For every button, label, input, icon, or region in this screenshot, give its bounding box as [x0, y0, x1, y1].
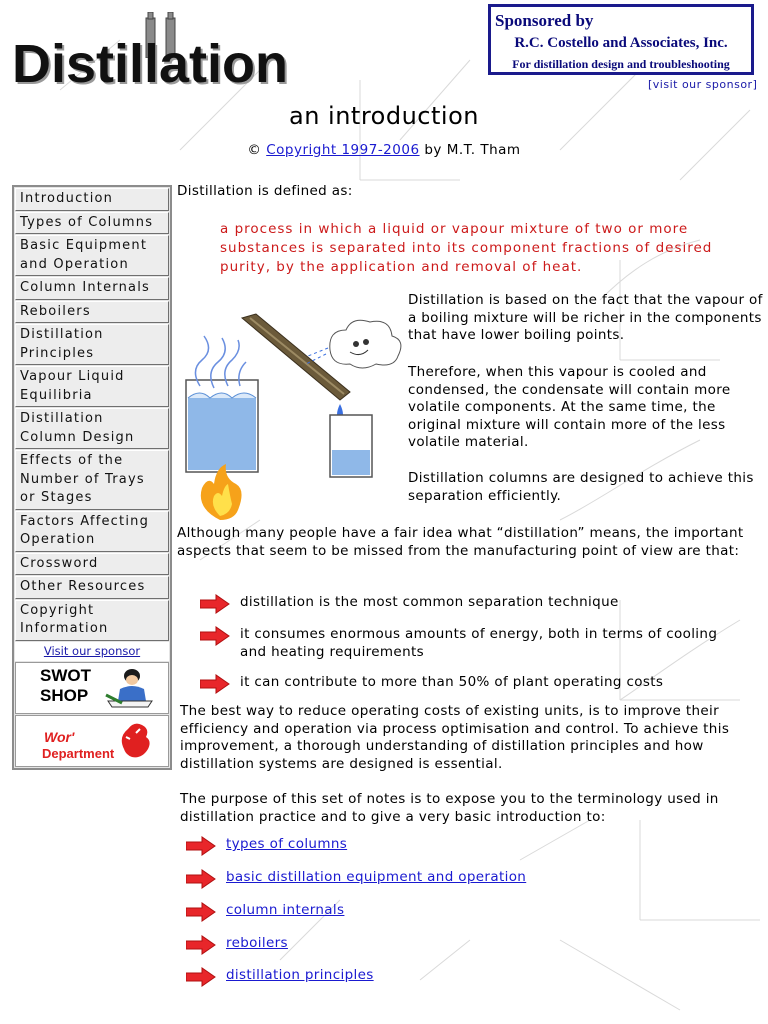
paragraph-columns: Distillation columns are designed to achieve this separation efficiently.: [408, 470, 754, 504]
site-logo[interactable]: [12, 12, 322, 94]
sidebar-nav: [12, 185, 172, 770]
copyright-line: [0, 142, 768, 158]
sidebar-item-types-of-columns[interactable]: Types of Columns: [15, 212, 169, 235]
paragraph-vapour: Distillation is based on the fact that the vapour of a boiling mixture will be richer in the components that have lower boiling points.: [408, 292, 763, 343]
bullet-text: it can contribute to more than 50% of plant operating costs: [240, 674, 664, 690]
sponsor-banner[interactable]: [488, 4, 754, 75]
sidebar-item-column-internals[interactable]: Column Internals: [15, 277, 169, 300]
sidebar-item-column-design[interactable]: Distillation Column Design: [15, 408, 169, 449]
word-department-line1: Wor': [44, 728, 75, 745]
sidebar-item-trays-or-stages[interactable]: Effects of the Number of Trays or Stages: [15, 450, 169, 510]
distillation-apparatus-illustration: [180, 300, 405, 525]
definition-lead: Distillation is defined as:: [177, 183, 353, 199]
logo-text: Distillation: [12, 34, 289, 94]
sponsor-company: R.C. Costello and Associates, Inc.: [514, 35, 728, 51]
red-arrow-icon: [200, 674, 230, 694]
page-subtitle: an introduction: [289, 102, 479, 130]
link-types-of-columns[interactable]: types of columns: [226, 836, 348, 852]
red-arrow-icon: [186, 935, 216, 955]
copyright-symbol: ©: [247, 142, 262, 158]
link-basic-equipment[interactable]: basic distillation equipment and operation: [226, 869, 527, 885]
red-arrow-icon: [186, 967, 216, 987]
sponsor-heading: Sponsored by: [495, 11, 594, 30]
red-arrow-icon: [186, 902, 216, 922]
visit-sponsor-link[interactable]: [visit our sponsor]: [648, 78, 758, 91]
red-arrow-icon: [186, 836, 216, 856]
bullet-text: distillation is the most common separation technique: [240, 594, 619, 610]
sidebar-item-factors-affecting-operation[interactable]: Factors Affecting Operation: [15, 511, 169, 552]
link-reboilers[interactable]: reboilers: [226, 935, 288, 951]
red-arrow-icon: [200, 594, 230, 614]
paragraph-aspects: Although many people have a fair idea what “distillation” means, the important aspects that seem to be missed from the manufacturing point of view are that:: [177, 525, 744, 559]
swot-shop-banner[interactable]: [15, 662, 169, 714]
paragraph-purpose: The purpose of this set of notes is to expose you to the terminology used in distillation practice and to give a very basic introduction to:: [180, 791, 719, 825]
word-department-line2: Department: [42, 745, 115, 761]
copyright-author: by M.T. Tham: [424, 142, 521, 158]
sidebar-item-other-resources[interactable]: Other Resources: [15, 576, 169, 599]
link-column-internals[interactable]: column internals: [226, 902, 345, 918]
swot-shop-line1: SWOT: [40, 665, 91, 685]
paragraph-costs: The best way to reduce operating costs of existing units, is to improve their efficiency and operation via process optimisation and control. To achieve this improvement, a thorough understanding of distillation principles and how distillation systems are designed is essential.: [180, 703, 730, 772]
sidebar-item-vapour-liquid-equilibria[interactable]: Vapour Liquid Equilibria: [15, 366, 169, 407]
sidebar-item-distillation-principles[interactable]: Distillation Principles: [15, 324, 169, 365]
student-reading-icon: [102, 667, 156, 709]
sidebar-item-reboilers[interactable]: Reboilers: [15, 301, 169, 324]
sidebar-item-crossword[interactable]: Crossword: [15, 553, 169, 576]
sidebar-item-basic-equipment[interactable]: Basic Equipment and Operation: [15, 235, 169, 276]
red-dragon-icon: [116, 719, 156, 763]
word-department-banner[interactable]: [15, 715, 169, 767]
bullet-text: it consumes enormous amounts of energy, both in terms of cooling and heating requirements: [240, 626, 718, 660]
sponsor-tagline: For distillation design and troubleshooting: [512, 57, 730, 71]
sidebar-item-introduction[interactable]: Introduction: [15, 188, 169, 211]
swot-shop-line2: SHOP: [40, 685, 89, 705]
copyright-link[interactable]: Copyright 1997-2006: [266, 142, 420, 158]
sidebar-visit-sponsor-link[interactable]: Visit our sponsor: [15, 642, 169, 661]
red-arrow-icon: [186, 869, 216, 889]
red-arrow-icon: [200, 626, 230, 646]
sidebar-item-copyright-information[interactable]: Copyright Information: [15, 600, 169, 641]
link-distillation-principles[interactable]: distillation principles: [226, 967, 374, 983]
paragraph-condensate: Therefore, when this vapour is cooled and condensed, the condensate will contain more volatile components. At the same time, the original mixture will contain more of the less volatile material.: [408, 364, 731, 450]
definition-text: a process in which a liquid or vapour mixture of two or more substances is separated into its component fractions of desired purity, by the application and removal of heat.: [220, 221, 713, 275]
